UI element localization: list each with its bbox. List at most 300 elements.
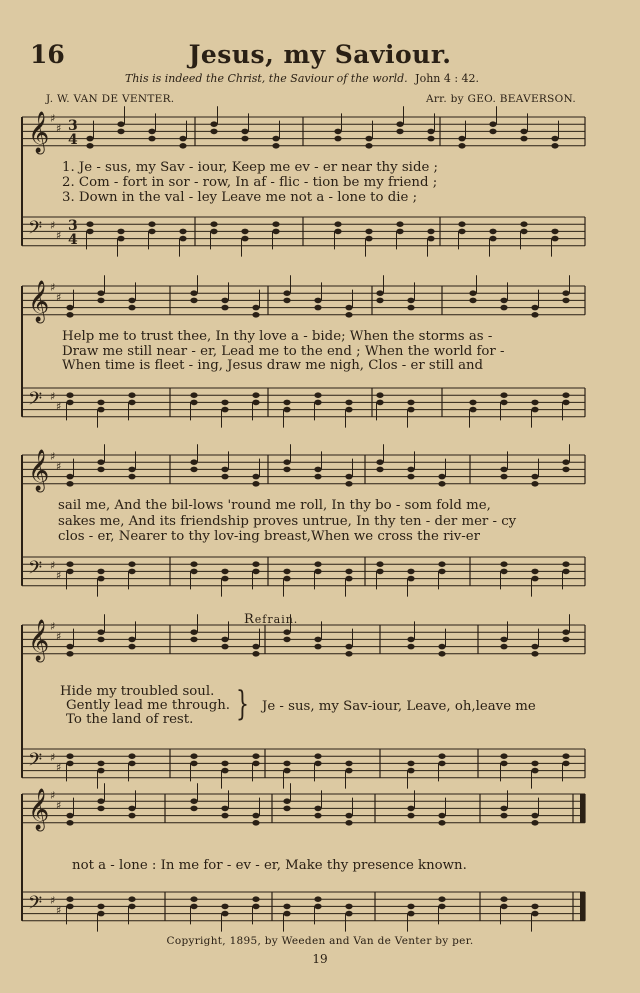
- note-head: [221, 474, 228, 480]
- sharp-icon: ♯: [56, 229, 62, 242]
- sharp-icon: ♯: [56, 630, 62, 643]
- note-head: [128, 813, 135, 819]
- note-head: [531, 768, 538, 774]
- note-head: [562, 392, 569, 398]
- note-head: [345, 474, 352, 480]
- bass-clef-icon: 𝄢: [28, 389, 43, 414]
- note-head: [148, 229, 155, 235]
- note-head: [407, 911, 414, 917]
- lyric-line: Gently lead me through.: [66, 698, 231, 713]
- note-head: [407, 305, 414, 311]
- time-signature-top: 3: [68, 218, 78, 234]
- note-head: [97, 298, 104, 304]
- note-head: [97, 806, 104, 812]
- note-head: [148, 221, 155, 227]
- note-head: [345, 768, 352, 774]
- bass-clef-icon: 𝄢: [28, 558, 43, 583]
- note-head: [97, 904, 104, 910]
- note-head: [128, 644, 135, 650]
- lyric-line: not a - lone : In me for - ev - er, Make thy presence known.: [72, 858, 467, 873]
- final-barline: [580, 794, 585, 823]
- note-head: [221, 644, 228, 650]
- note-head: [97, 911, 104, 917]
- note-head: [221, 806, 228, 812]
- note-head: [128, 569, 135, 575]
- note-head: [221, 768, 228, 774]
- note-head: [221, 305, 228, 311]
- note-head: [128, 400, 135, 406]
- note-head: [531, 911, 538, 917]
- lyric-line: 2. Com - fort in sor - row, In af - flic - tion be my friend ;: [62, 175, 438, 190]
- note-head: [458, 143, 465, 149]
- note-head: [427, 236, 434, 242]
- note-head: [314, 474, 321, 480]
- note-head: [500, 761, 507, 767]
- note-head: [190, 561, 197, 567]
- note-head: [427, 229, 434, 235]
- note-head: [283, 768, 290, 774]
- note-head: [365, 143, 372, 149]
- scripture-text: This is indeed the Christ, the Saviour of the world.: [125, 72, 408, 85]
- note-head: [489, 129, 496, 135]
- note-head: [252, 481, 259, 487]
- note-head: [407, 400, 414, 406]
- note-head: [562, 400, 569, 406]
- note-head: [190, 806, 197, 812]
- note-head: [128, 904, 135, 910]
- time-signature-bottom: 4: [68, 232, 78, 248]
- note-head: [500, 467, 507, 473]
- note-head: [190, 467, 197, 473]
- note-head: [365, 136, 372, 142]
- note-head: [190, 753, 197, 759]
- note-head: [252, 761, 259, 767]
- note-head: [128, 467, 135, 473]
- note-head: [241, 129, 248, 135]
- note-head: [66, 813, 73, 819]
- note-head: [190, 629, 197, 635]
- note-head: [458, 221, 465, 227]
- lyric-line: sail me, And the bil-lows 'round me roll, In thy bo - som fold me,: [58, 498, 491, 513]
- note-head: [97, 290, 104, 296]
- note-head: [407, 644, 414, 650]
- note-head: [334, 129, 341, 135]
- note-head: [241, 136, 248, 142]
- arranger-credit: Arr. by GEO. BEAVERSON.: [425, 93, 576, 105]
- sharp-icon: ♯: [50, 450, 56, 463]
- note-head: [66, 392, 73, 398]
- sharp-icon: ♯: [56, 460, 62, 473]
- note-head: [531, 904, 538, 910]
- note-head: [531, 481, 538, 487]
- note-head: [66, 312, 73, 318]
- note-head: [520, 221, 527, 227]
- note-head: [551, 229, 558, 235]
- note-head: [97, 798, 104, 804]
- note-head: [283, 459, 290, 465]
- note-head: [210, 221, 217, 227]
- note-head: [500, 298, 507, 304]
- note-head: [210, 129, 217, 135]
- note-head: [345, 761, 352, 767]
- note-head: [179, 143, 186, 149]
- note-head: [562, 561, 569, 567]
- note-head: [97, 407, 104, 413]
- bass-clef-icon: 𝄢: [28, 750, 43, 775]
- note-head: [314, 644, 321, 650]
- note-head: [314, 637, 321, 643]
- note-head: [179, 136, 186, 142]
- note-head: [97, 467, 104, 473]
- note-head: [252, 904, 259, 910]
- note-head: [469, 290, 476, 296]
- note-head: [66, 305, 73, 311]
- note-head: [376, 298, 383, 304]
- note-head: [489, 236, 496, 242]
- note-head: [86, 136, 93, 142]
- note-head: [190, 761, 197, 767]
- note-head: [190, 798, 197, 804]
- note-head: [438, 820, 445, 826]
- note-head: [241, 236, 248, 242]
- time-signature-top: 3: [68, 118, 78, 134]
- note-head: [551, 143, 558, 149]
- page-number: 19: [312, 952, 328, 966]
- sharp-icon: ♯: [50, 620, 56, 633]
- note-head: [128, 761, 135, 767]
- note-head: [396, 121, 403, 127]
- note-head: [438, 474, 445, 480]
- note-head: [396, 129, 403, 135]
- note-head: [314, 896, 321, 902]
- note-head: [438, 644, 445, 650]
- note-head: [272, 143, 279, 149]
- note-head: [97, 768, 104, 774]
- note-head: [407, 637, 414, 643]
- note-head: [66, 569, 73, 575]
- note-head: [221, 407, 228, 413]
- note-head: [66, 753, 73, 759]
- note-head: [252, 474, 259, 480]
- note-head: [531, 305, 538, 311]
- note-head: [314, 761, 321, 767]
- note-head: [427, 136, 434, 142]
- note-head: [500, 392, 507, 398]
- note-head: [241, 229, 248, 235]
- note-head: [562, 459, 569, 465]
- note-head: [500, 904, 507, 910]
- note-head: [97, 637, 104, 643]
- note-head: [334, 136, 341, 142]
- note-head: [314, 904, 321, 910]
- note-head: [334, 229, 341, 235]
- note-head: [407, 407, 414, 413]
- note-head: [190, 569, 197, 575]
- note-head: [221, 569, 228, 575]
- note-head: [66, 896, 73, 902]
- note-head: [500, 644, 507, 650]
- note-head: [531, 407, 538, 413]
- note-head: [520, 129, 527, 135]
- note-head: [407, 569, 414, 575]
- note-head: [345, 820, 352, 826]
- note-head: [531, 400, 538, 406]
- note-head: [438, 896, 445, 902]
- note-head: [345, 400, 352, 406]
- sharp-icon: ♯: [50, 281, 56, 294]
- note-head: [128, 561, 135, 567]
- note-head: [365, 229, 372, 235]
- sharp-icon: ♯: [50, 559, 56, 572]
- note-head: [531, 569, 538, 575]
- note-head: [66, 400, 73, 406]
- note-head: [345, 481, 352, 487]
- note-head: [221, 467, 228, 473]
- note-head: [531, 820, 538, 826]
- treble-clef-icon: 𝄞: [28, 281, 50, 322]
- final-barline: [580, 892, 585, 921]
- note-head: [97, 400, 104, 406]
- note-head: [376, 459, 383, 465]
- hymn-number: 16: [30, 40, 65, 69]
- note-head: [190, 392, 197, 398]
- note-head: [210, 229, 217, 235]
- note-head: [272, 221, 279, 227]
- note-head: [252, 561, 259, 567]
- note-head: [283, 761, 290, 767]
- note-head: [531, 312, 538, 318]
- note-head: [221, 761, 228, 767]
- bass-clef-icon: 𝄢: [28, 893, 43, 918]
- note-head: [283, 298, 290, 304]
- note-head: [283, 407, 290, 413]
- time-signature-bottom: 4: [68, 132, 78, 148]
- note-head: [407, 761, 414, 767]
- note-head: [407, 806, 414, 812]
- sharp-icon: ♯: [50, 219, 56, 232]
- note-head: [500, 474, 507, 480]
- note-head: [562, 298, 569, 304]
- note-head: [345, 904, 352, 910]
- note-head: [221, 576, 228, 582]
- note-head: [252, 305, 259, 311]
- note-head: [148, 129, 155, 135]
- note-head: [117, 129, 124, 135]
- note-head: [531, 474, 538, 480]
- lyric-line: Draw me still near - er, Lead me to the end ; When the world for -: [62, 344, 505, 359]
- note-head: [179, 229, 186, 235]
- note-head: [221, 298, 228, 304]
- note-head: [427, 129, 434, 135]
- note-head: [128, 298, 135, 304]
- note-head: [283, 637, 290, 643]
- treble-clef-icon: 𝄞: [28, 450, 50, 491]
- lyric-line: When time is fleet - ing, Jesus draw me nigh, Clos - er still and: [62, 358, 484, 373]
- note-head: [117, 121, 124, 127]
- sharp-icon: ♯: [56, 291, 62, 304]
- note-head: [562, 761, 569, 767]
- note-head: [345, 644, 352, 650]
- note-head: [221, 400, 228, 406]
- note-head: [252, 644, 259, 650]
- note-head: [252, 312, 259, 318]
- note-head: [190, 904, 197, 910]
- note-head: [283, 290, 290, 296]
- note-head: [148, 136, 155, 142]
- note-head: [520, 229, 527, 235]
- lyric-line: sakes me, And its friendship proves untrue, In thy ten - der mer - cy: [58, 514, 517, 529]
- note-head: [562, 629, 569, 635]
- lyric-line: 3. Down in the val - ley Leave me not a - lone to die ;: [62, 190, 418, 205]
- note-head: [396, 229, 403, 235]
- note-head: [500, 400, 507, 406]
- note-head: [345, 312, 352, 318]
- note-head: [531, 644, 538, 650]
- note-head: [314, 298, 321, 304]
- note-head: [252, 820, 259, 826]
- lyric-line: Help me to trust thee, In thy love a - bide; When the storms as -: [62, 329, 493, 344]
- note-head: [190, 400, 197, 406]
- lyric-line: clos - er, Nearer to thy lov-ing breast,When we cross the riv-er: [58, 529, 480, 544]
- note-head: [345, 305, 352, 311]
- note-head: [66, 481, 73, 487]
- note-head: [66, 644, 73, 650]
- note-head: [531, 761, 538, 767]
- note-head: [407, 474, 414, 480]
- note-head: [283, 806, 290, 812]
- note-head: [365, 236, 372, 242]
- note-head: [66, 761, 73, 767]
- note-head: [66, 904, 73, 910]
- note-head: [221, 904, 228, 910]
- note-head: [407, 298, 414, 304]
- note-head: [190, 290, 197, 296]
- note-head: [252, 400, 259, 406]
- note-head: [469, 400, 476, 406]
- note-head: [489, 121, 496, 127]
- note-head: [345, 911, 352, 917]
- verse-brace: }: [236, 684, 249, 724]
- lyric-line: 1. Je - sus, my Sav - iour, Keep me ev - er near thy side ;: [62, 160, 439, 175]
- sharp-icon: ♯: [50, 112, 56, 125]
- note-head: [345, 569, 352, 575]
- sharp-icon: ♯: [56, 122, 62, 135]
- note-head: [531, 576, 538, 582]
- note-head: [438, 481, 445, 487]
- note-head: [210, 121, 217, 127]
- note-head: [66, 474, 73, 480]
- note-head: [252, 392, 259, 398]
- note-head: [489, 229, 496, 235]
- sharp-icon: ♯: [56, 904, 62, 917]
- note-head: [407, 576, 414, 582]
- note-head: [283, 569, 290, 575]
- note-head: [562, 290, 569, 296]
- note-head: [190, 896, 197, 902]
- note-head: [376, 290, 383, 296]
- note-head: [314, 813, 321, 819]
- note-head: [407, 904, 414, 910]
- note-head: [128, 896, 135, 902]
- note-head: [66, 820, 73, 826]
- note-head: [345, 813, 352, 819]
- note-head: [86, 221, 93, 227]
- note-head: [438, 651, 445, 657]
- note-head: [283, 400, 290, 406]
- note-head: [407, 467, 414, 473]
- note-head: [500, 637, 507, 643]
- note-head: [97, 569, 104, 575]
- note-head: [376, 561, 383, 567]
- note-head: [376, 400, 383, 406]
- note-head: [531, 651, 538, 657]
- note-head: [221, 637, 228, 643]
- note-head: [438, 753, 445, 759]
- note-head: [283, 911, 290, 917]
- note-head: [117, 236, 124, 242]
- note-head: [128, 305, 135, 311]
- note-head: [438, 561, 445, 567]
- note-head: [500, 753, 507, 759]
- composer-credit: J. W. VAN DE VENTER.: [46, 93, 175, 105]
- note-head: [531, 813, 538, 819]
- note-head: [314, 569, 321, 575]
- note-head: [190, 637, 197, 643]
- note-head: [345, 576, 352, 582]
- treble-clef-icon: 𝄞: [28, 620, 50, 661]
- note-head: [376, 392, 383, 398]
- note-head: [520, 136, 527, 142]
- refrain-lyric: Je - sus, my Sav-iour, Leave, oh,leave me: [262, 699, 536, 714]
- note-head: [283, 576, 290, 582]
- note-head: [283, 467, 290, 473]
- note-head: [500, 813, 507, 819]
- note-head: [66, 651, 73, 657]
- note-head: [551, 136, 558, 142]
- sharp-icon: ♯: [56, 799, 62, 812]
- note-head: [252, 569, 259, 575]
- note-head: [252, 753, 259, 759]
- note-head: [314, 561, 321, 567]
- scripture-reference: John 4 : 42.: [415, 72, 480, 85]
- sharp-icon: ♯: [50, 894, 56, 907]
- note-head: [376, 467, 383, 473]
- note-head: [314, 467, 321, 473]
- sharp-icon: ♯: [56, 400, 62, 413]
- note-head: [128, 474, 135, 480]
- note-head: [221, 813, 228, 819]
- note-head: [438, 813, 445, 819]
- sharp-icon: ♯: [50, 751, 56, 764]
- note-head: [86, 143, 93, 149]
- copyright-notice: Copyright, 1895, by Weeden and Van de Venter by per.: [166, 935, 474, 947]
- note-head: [562, 569, 569, 575]
- note-head: [438, 904, 445, 910]
- note-head: [272, 136, 279, 142]
- note-head: [272, 229, 279, 235]
- note-head: [500, 896, 507, 902]
- note-head: [179, 236, 186, 242]
- note-head: [314, 806, 321, 812]
- note-head: [469, 407, 476, 413]
- note-head: [190, 298, 197, 304]
- note-head: [283, 904, 290, 910]
- note-head: [314, 400, 321, 406]
- note-head: [396, 221, 403, 227]
- note-head: [345, 407, 352, 413]
- bass-clef-icon: 𝄢: [28, 218, 43, 243]
- note-head: [86, 229, 93, 235]
